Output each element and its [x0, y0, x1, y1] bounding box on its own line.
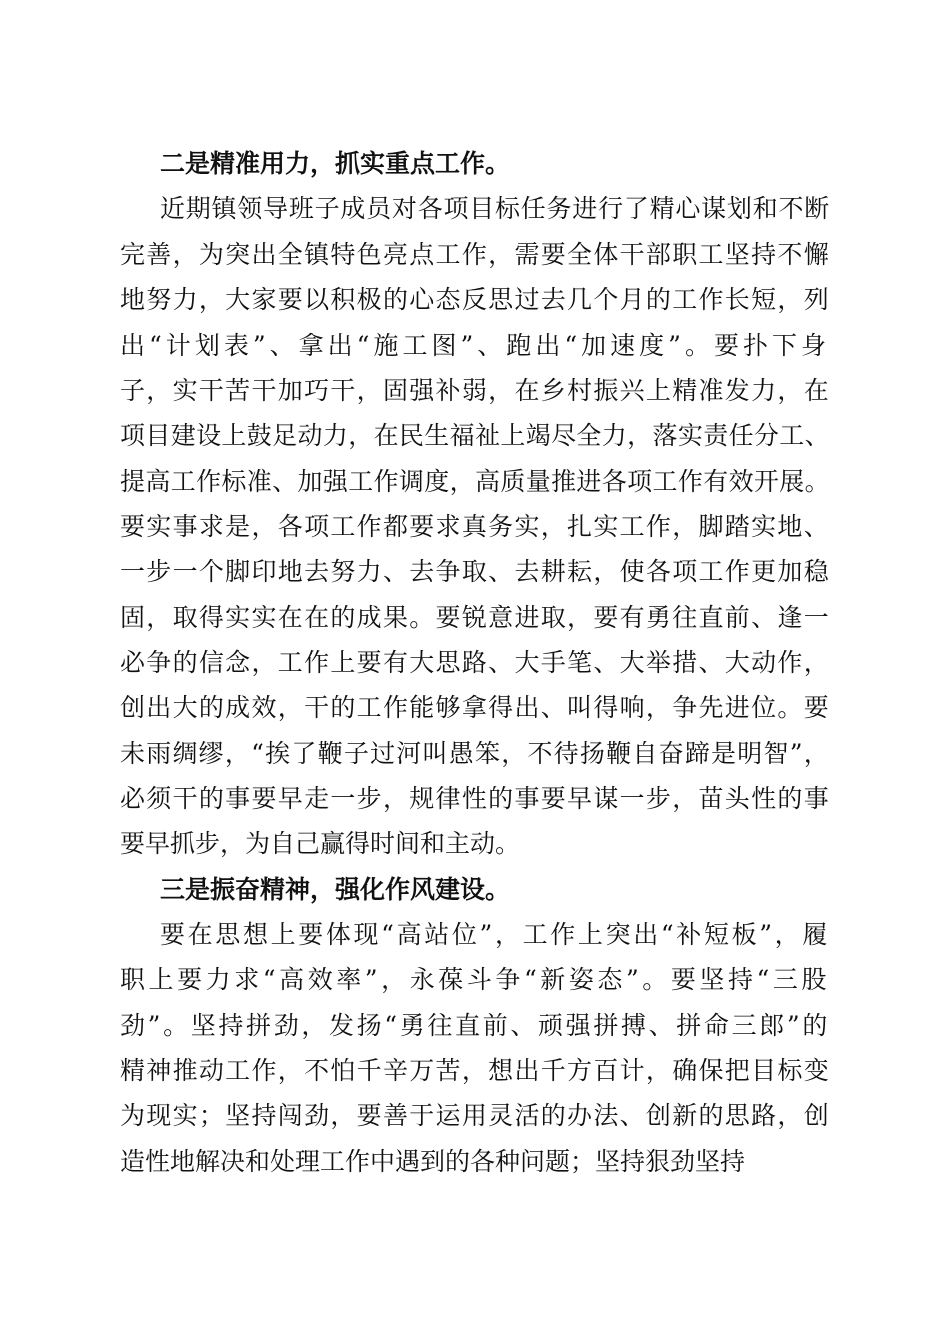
paragraph-line-text: 要在思想上要体现“高站位”，工作上突出“补短板”，履 [160, 920, 830, 949]
paragraph-line [0, 369, 950, 413]
paragraph-line [0, 324, 950, 368]
paragraph-line [0, 414, 950, 458]
paragraph-line-text: 提高工作标准、加强工作调度，高质量推进各项工作有效开展。 [120, 467, 830, 496]
paragraph-line-text: 近期镇领导班子成员对各项目标任务进行了精心谋划和不断 [160, 194, 830, 223]
paragraph-line [0, 686, 950, 730]
paragraph-line [0, 641, 950, 685]
paragraph-line [0, 1140, 950, 1184]
section-heading [0, 868, 950, 912]
paragraph-line [0, 550, 950, 594]
paragraph-line-text: 要实事求是，各项工作都要求真务实，扎实工作，脚踏实地、 [120, 512, 830, 541]
paragraph-line-text: 固，取得实实在在的成果。要锐意进取，要有勇往直前、逢一 [120, 603, 830, 632]
paragraph-line-text: 劲”。坚持拼劲，发扬“勇往直前、顽强拼搏、拼命三郎”的 [120, 1011, 830, 1040]
paragraph-line-text: 未雨绸缪，“挨了鞭子过河叫愚笨，不待扬鞭自奋蹄是明智”， [120, 739, 830, 768]
section-heading-text: 二是精准用力，抓实重点工作。 [160, 149, 511, 178]
paragraph-line-text: 地努力，大家要以积极的心态反思过去几个月的工作长短，列 [120, 285, 830, 314]
paragraph-line-text: 完善，为突出全镇特色亮点工作，需要全体干部职工坚持不懈 [120, 240, 830, 269]
paragraph-line-text: 为现实；坚持闯劲，要善于运用灵活的办法、创新的思路，创 [120, 1101, 830, 1130]
paragraph-line [0, 187, 950, 231]
paragraph-line [0, 1049, 950, 1093]
paragraph-line [0, 777, 950, 821]
paragraph-line-text: 造性地解决和处理工作中遇到的各种问题；坚持狠劲坚持 [120, 1147, 746, 1176]
paragraph-line [0, 505, 950, 549]
paragraph-line-text: 子，实干苦干加巧干，固强补弱，在乡村振兴上精准发力，在 [120, 376, 830, 405]
paragraph-line [0, 278, 950, 322]
paragraph-line [0, 822, 950, 866]
paragraph-line [0, 913, 950, 957]
paragraph-line [0, 1004, 950, 1048]
paragraph-line [0, 596, 950, 640]
paragraph-line [0, 1094, 950, 1138]
paragraph-line-text: 项目建设上鼓足动力，在民生福祉上竭尽全力，落实责任分工、 [120, 421, 830, 450]
section-heading [0, 142, 950, 186]
paragraph-line-text: 职上要力求“高效率”，永葆斗争“新姿态”。要坚持“三股 [120, 965, 830, 994]
paragraph-line-text: 要早抓步，为自己赢得时间和主动。 [120, 829, 521, 858]
paragraph-line [0, 958, 950, 1002]
paragraph-line [0, 233, 950, 277]
section-heading-text: 三是振奋精神，强化作风建设。 [160, 875, 511, 904]
paragraph-line [0, 460, 950, 504]
paragraph-line-text: 必争的信念，工作上要有大思路、大手笔、大举措、大动作， [120, 648, 830, 677]
paragraph-line-text: 出“计划表”、拿出“施工图”、跑出“加速度”。要扑下身 [120, 331, 831, 360]
paragraph-line-text: 创出大的成效，干的工作能够拿得出、叫得响，争先进位。要 [120, 693, 830, 722]
paragraph-line-text: 必须干的事要早走一步，规律性的事要早谋一步，苗头性的事 [120, 784, 830, 813]
paragraph-line-text: 一步一个脚印地去努力、去争取、去耕耘，使各项工作更加稳 [120, 557, 830, 586]
paragraph-line-text: 精神推动工作，不怕千辛万苦，想出千方百计，确保把目标变 [120, 1056, 830, 1085]
paragraph-line [0, 732, 950, 776]
